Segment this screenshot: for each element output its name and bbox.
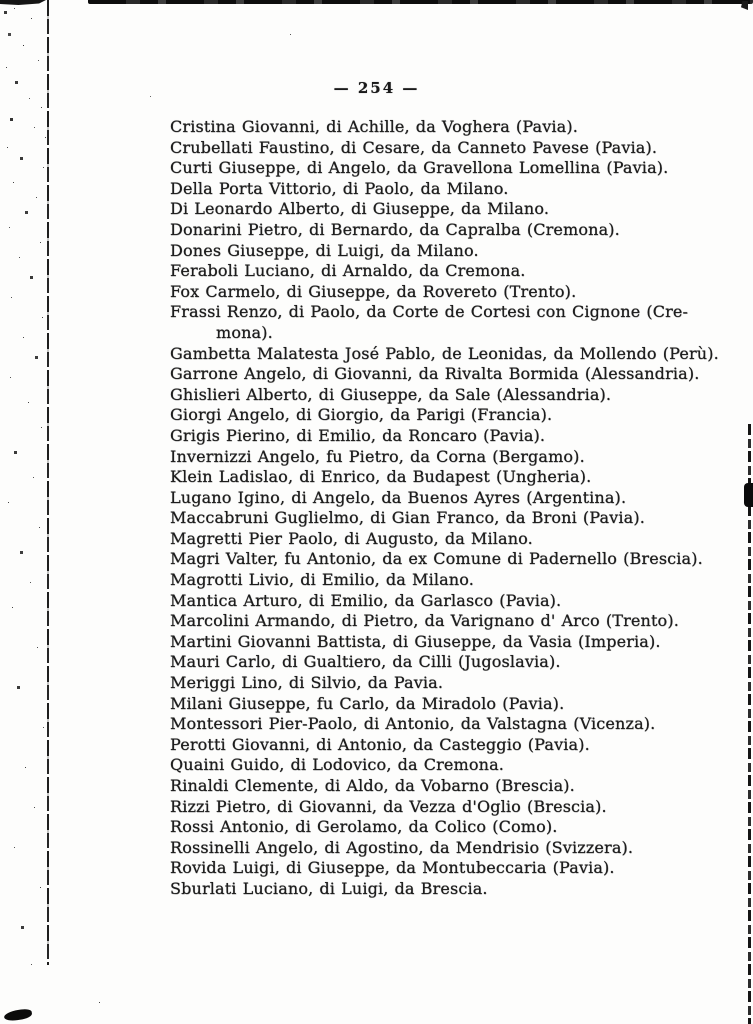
list-line: mona). — [216, 322, 273, 342]
name-list — [170, 117, 730, 900]
list-line: Mauri Carlo, di Gualtiero, da Cilli (Jugoslavia). — [170, 652, 561, 672]
list-line: Feraboli Luciano, di Arnaldo, da Cremona. — [170, 261, 526, 281]
list-line: Cristina Giovanni, di Achille, da Voghera (Pavia). — [170, 117, 578, 136]
scan-binding-line — [47, 0, 49, 965]
list-line: Magretti Pier Paolo, di Augusto, da Milano. — [170, 528, 533, 548]
scan-bottom-left-blob — [3, 1008, 32, 1022]
list-line: Meriggi Lino, di Silvio, da Pavia. — [170, 673, 444, 693]
list-line: Perotti Giovanni, di Antonio, da Casteggio (Pavia). — [170, 734, 590, 754]
list-line: Marcolini Armando, di Pietro, da Varignano d' Arco (Trento). — [170, 611, 679, 631]
list-line: Martini Giovanni Battista, di Giuseppe, da Vasia (Imperia). — [170, 631, 661, 651]
list-line: Della Porta Vittorio, di Paolo, da Milano. — [170, 178, 509, 198]
scan-speckle-noise — [0, 6, 1, 7]
list-line: Giorgi Angelo, di Giorgio, da Parigi (Francia). — [170, 405, 553, 425]
list-line: Mantica Arturo, di Emilio, da Garlasco (Pavia). — [170, 590, 562, 610]
list-line: Garrone Angelo, di Giovanni, da Rivalta Bormida (Alessandria). — [170, 364, 700, 384]
list-line: Grigis Pierino, di Emilio, da Roncaro (Pavia). — [170, 425, 546, 445]
scan-top-edge-artifact — [88, 0, 753, 4]
list-line: Invernizzi Angelo, fu Pietro, da Corna (Bergamo). — [170, 446, 585, 466]
list-line: Sburlati Luciano, di Luigi, da Brescia. — [170, 878, 488, 898]
scan-top-left-corner-artifact — [0, 0, 46, 5]
list-line: Quaini Guido, di Lodovico, da Cremona. — [170, 755, 504, 775]
list-line: Milani Giuseppe, fu Carlo, da Miradolo (Pavia). — [170, 693, 565, 713]
list-line: Gambetta Malatesta José Pablo, de Leonidas, da Mollendo (Perù). — [170, 343, 719, 363]
list-line: Rizzi Pietro, di Giovanni, da Vezza d'Oglio (Brescia). — [170, 796, 607, 816]
list-line: Rossinelli Angelo, di Agostino, da Mendrisio (Svizzera). — [170, 837, 634, 857]
page-number: — 254 — — [333, 79, 420, 97]
list-line: Crubellati Faustino, di Cesare, da Canneto Pavese (Pavia). — [170, 137, 658, 157]
list-line: Donarini Pietro, di Bernardo, da Capralba (Cremona). — [170, 219, 620, 239]
list-line: Curti Giuseppe, di Angelo, da Gravellona Lomellina (Pavia). — [170, 158, 669, 178]
list-line: Fox Carmelo, di Giuseppe, da Rovereto (Trento). — [170, 281, 577, 301]
list-line: Rossi Antonio, di Gerolamo, da Colico (Como). — [170, 817, 558, 837]
scan-right-edge-artifact — [748, 424, 751, 1024]
list-line: Klein Ladislao, di Enrico, da Budapest (Ungheria). — [170, 467, 592, 487]
list-line: Rovida Luigi, di Giuseppe, da Montubeccaria (Pavia). — [170, 858, 615, 878]
list-line: Montessori Pier-Paolo, di Antonio, da Valstagna (Vicenza). — [170, 714, 656, 734]
list-line: Magri Valter, fu Antonio, da ex Comune di Padernello (Brescia). — [170, 549, 703, 569]
list-line: Maccabruni Guglielmo, di Gian Franco, da Broni (Pavia). — [170, 508, 645, 528]
scan-right-edge-blob — [744, 483, 753, 507]
list-line: Di Leonardo Alberto, di Giuseppe, da Milano. — [170, 199, 550, 219]
scan-right-top-tick — [741, 1, 748, 10]
list-line: Ghislieri Alberto, di Giuseppe, da Sale (Alessandria). — [170, 384, 612, 404]
list-line: Magrotti Livio, di Emilio, da Milano. — [170, 570, 474, 590]
list-line: Dones Giuseppe, di Luigi, da Milano. — [170, 240, 479, 260]
list-line: Frassi Renzo, di Paolo, da Corte de Cortesi con Cignone (Cre- — [170, 302, 689, 322]
list-line: Lugano Igino, di Angelo, da Buenos Ayres (Argentina). — [170, 487, 627, 507]
list-line: Rinaldi Clemente, di Aldo, da Vobarno (Brescia). — [170, 776, 575, 795]
